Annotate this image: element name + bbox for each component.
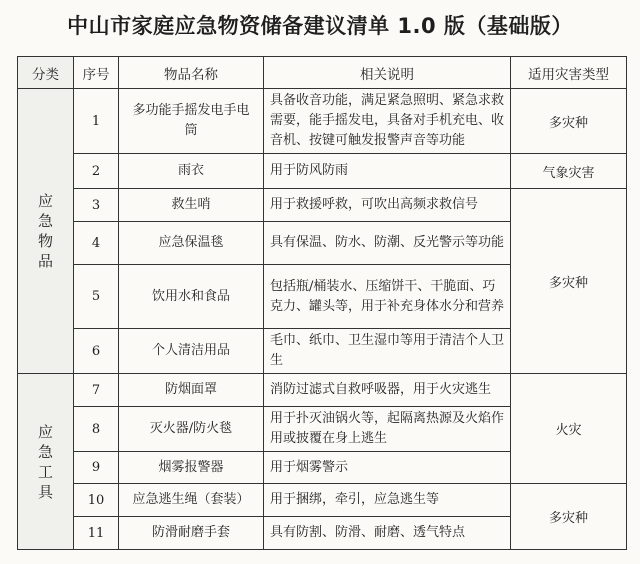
row-index: 6 <box>74 329 119 374</box>
row-index: 8 <box>74 407 119 452</box>
table-row <box>18 89 627 154</box>
item-description: 毛巾、纸巾、卫生湿巾等用于清洁个人卫生 <box>264 329 511 374</box>
row-index: 11 <box>74 517 119 550</box>
item-description: 具备收音功能，满足紧急照明、紧急求救需要，能手摇发电，具备对手机充电、收音机、按键可触发报警声音等功能 <box>264 89 511 154</box>
disaster-type: 火灾 <box>511 374 627 484</box>
item-name: 多功能手摇发电手电筒 <box>119 89 264 154</box>
category-char: 品 <box>37 252 53 270</box>
table-row <box>18 484 627 517</box>
table-row <box>18 374 627 407</box>
category-char: 急 <box>37 442 53 461</box>
disaster-type: 多灾种 <box>511 484 627 550</box>
disaster-type: 气象灾害 <box>511 154 627 189</box>
header-disaster-type: 适用灾害类型 <box>511 57 627 89</box>
category-char: 物 <box>37 232 53 250</box>
item-description: 用于烟雾警示 <box>264 452 511 484</box>
item-name: 雨衣 <box>119 154 264 189</box>
item-description: 用于捆绑，牵引，应急逃生等 <box>264 484 511 517</box>
category-char: 具 <box>37 482 53 501</box>
row-index: 4 <box>74 222 119 265</box>
table-row <box>18 154 627 189</box>
table-header-row <box>18 57 627 89</box>
item-description: 具有保温、防水、防潮、反光警示等功能 <box>264 222 511 265</box>
header-category: 分类 <box>18 57 74 89</box>
item-name: 烟雾报警器 <box>119 452 264 484</box>
header-name: 物品名称 <box>119 57 264 89</box>
item-description: 用于防风防雨 <box>264 154 511 189</box>
category-char: 急 <box>37 212 53 230</box>
item-description: 包括瓶/桶装水、压缩饼干、干脆面、巧克力、罐头等，用于补充身体水分和营养 <box>264 265 511 329</box>
row-index: 7 <box>74 374 119 407</box>
category-emergency-tools <box>18 374 74 550</box>
category-char: 工 <box>37 462 53 481</box>
item-name: 救生哨 <box>119 189 264 222</box>
category-emergency-supplies <box>18 89 74 374</box>
category-char: 应 <box>37 422 53 441</box>
item-name: 饮用水和食品 <box>119 265 264 329</box>
disaster-type: 多灾种 <box>511 89 627 154</box>
row-index: 3 <box>74 189 119 222</box>
row-index: 9 <box>74 452 119 484</box>
item-description: 具有防割、防滑、耐磨、透气特点 <box>264 517 511 550</box>
supplies-table <box>17 56 627 550</box>
row-index: 5 <box>74 265 119 329</box>
item-name: 灭火器/防火毯 <box>119 407 264 452</box>
row-index: 10 <box>74 484 119 517</box>
header-description: 相关说明 <box>264 57 511 89</box>
item-name: 个人清洁用品 <box>119 329 264 374</box>
page-title: 中山市家庭应急物资储备建议清单 1.0 版（基础版） <box>67 14 573 38</box>
item-name: 防烟面罩 <box>119 374 264 407</box>
item-name: 应急逃生绳（套装） <box>119 484 264 517</box>
row-index: 1 <box>74 89 119 154</box>
item-description: 用于扑灭油锅火等，起隔离热源及火焰作用或披覆在身上逃生 <box>264 407 511 452</box>
item-name: 应急保温毯 <box>119 222 264 265</box>
header-index: 序号 <box>74 57 119 89</box>
item-description: 消防过滤式自救呼吸器，用于火灾逃生 <box>264 374 511 407</box>
table-row <box>18 189 627 222</box>
disaster-type: 多灾种 <box>511 189 627 374</box>
item-description: 用于救援呼救，可吹出高频求救信号 <box>264 189 511 222</box>
row-index: 2 <box>74 154 119 189</box>
category-char: 应 <box>37 192 53 210</box>
item-name: 防滑耐磨手套 <box>119 517 264 550</box>
